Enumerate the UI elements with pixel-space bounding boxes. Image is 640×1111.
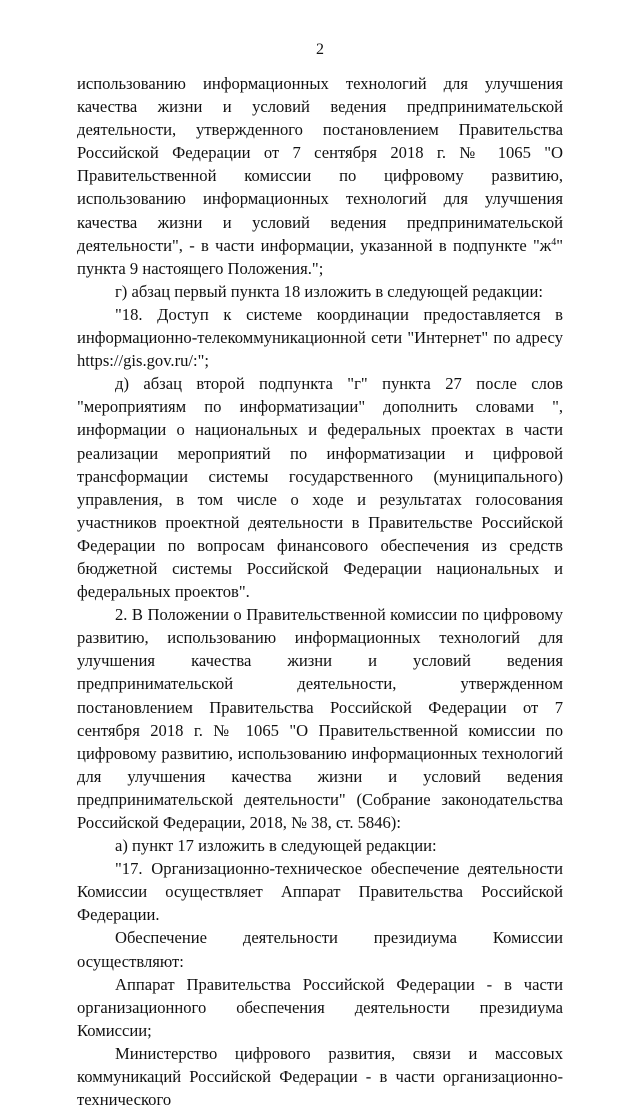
paragraph-text-after: " пункта 9 настоящего Положения."; xyxy=(77,235,563,278)
paragraph-point-17: "17. Организационно-техническое обеспечение деятельности Комиссии осуществляет Аппарат Правительства Российской Федерации. xyxy=(77,859,563,925)
paragraph-presidium: Обеспечение деятельности президиума Комиссии осуществляют: xyxy=(77,928,563,971)
document-body xyxy=(77,72,563,1111)
paragraph-ministry: Министерство цифрового развития, связи и массовых коммуникаций Российской Федерации - в части организационно-технического xyxy=(77,1043,563,1110)
paragraph-item-d: д) абзац второй подпункта "г" пункта 27 после слов "мероприятиям по информатизации" дополнить словами ", информации о национальных и федеральных проектах в части реализации мероприятий по информатизации и цифровой трансформации системы государственного (муниципального) управления, в том числе о ходе и результатах голосования участников проектной деятельности в Правительстве Российской Федерации по вопросам финансового обеспечения из средств бюджетной системы Российской Федерации национальных и федеральных проектов". xyxy=(77,374,563,602)
paragraph-continuation xyxy=(77,72,563,280)
page-number: 2 xyxy=(316,41,324,58)
paragraph-text: использованию информационных технологий для улучшения качества жизни и условий ведения предпринимательской деятельности, утвержденного постановлением Правительства Российской Федерации от 7 сентября 2018 г. № 1065 "О Правительственной комиссии по цифровому развитию, использованию информационных технологий для улучшения качества жизни и условий ведения предпринимательской деятельности", - в части информации, указанной в подпункте "ж xyxy=(77,74,563,255)
paragraph-apparatus: Аппарат Правительства Российской Федерации - в части организационного обеспечения деятельности президиума Комиссии; xyxy=(77,974,563,1040)
paragraph-section-2: 2. В Положении о Правительственной комиссии по цифровому развитию, использованию информационных технологий для улучшения качества жизни и условий ведения предпринимательской деятельности, утвержденном постановлением Правительства Российской Федерации от 7 сентября 2018 г. № 1065 "О Правительственной комиссии по цифровому развитию, использованию информационных технологий для улучшения качества жизни и условий ведения предпринимательской деятельности" (Собрание законодательства Российской Федерации, 2018, № 38, ст. 5846): xyxy=(77,605,563,832)
paragraph-item-a: а) пункт 17 изложить в следующей редакции: xyxy=(115,836,437,856)
superscript: 4 xyxy=(551,236,557,248)
paragraph-point-18: "18. Доступ к системе координации предоставляется в информационно-телекоммуникационной сети "Интернет" по адресу https://gis.gov.ru/:"; xyxy=(77,304,563,371)
paragraph-item-g: г) абзац первый пункта 18 изложить в следующей редакции: xyxy=(115,281,543,301)
